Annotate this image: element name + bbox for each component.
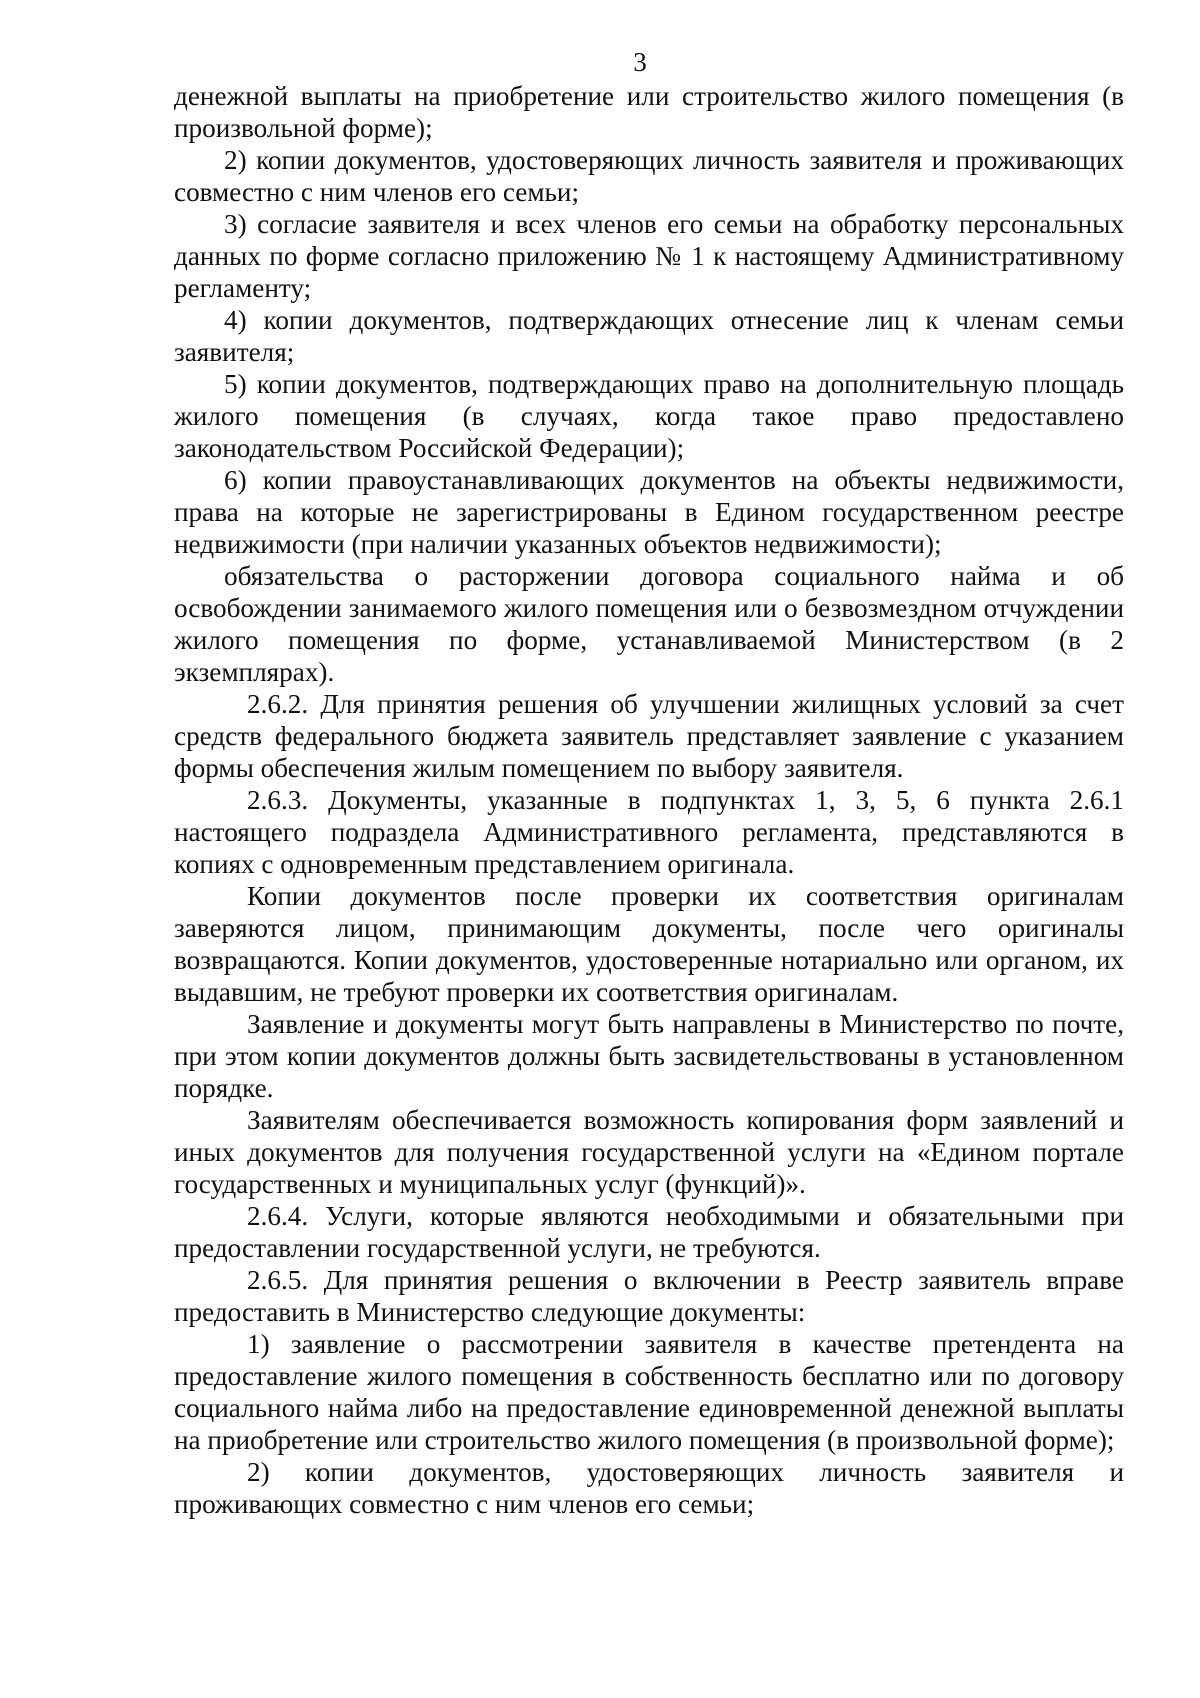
paragraph: 2.6.2. Для принятия решения об улучшении жилищных условий за счет средств федерального бюджета заявитель представляет заявление с указанием формы обеспечения жилым помещением по выбору заявителя. (174, 689, 1124, 783)
paragraph: обязательства о расторжении договора социального найма и об освобождении занимаемого жилого помещения или о безвозмездном отчуждении жилого помещения по форме, устанавливаемой Министерством (в 2 экземплярах). (174, 561, 1124, 687)
paragraph: денежной выплаты на приобретение или строительство жилого помещения (в произвольной форме); (174, 81, 1124, 143)
paragraph: 2.6.3. Документы, указанные в подпунктах 1, 3, 5, 6 пункта 2.6.1 настоящего подраздела Административного регламента, представляются в копиях с одновременным представлением оригинала. (174, 785, 1124, 879)
paragraph: 2) копии документов, удостоверяющих личность заявителя и проживающих совместно с ним членов его семьи; (174, 1457, 1124, 1519)
paragraph: 5) копии документов, подтверждающих право на дополнительную площадь жилого помещения (в случаях, когда такое право предоставлено законодательством Российской Федерации); (174, 369, 1124, 463)
page-number: 3 (633, 47, 647, 77)
paragraph: 1) заявление о рассмотрении заявителя в качестве претендента на предоставление жилого помещения в собственность бесплатно или по договору социального найма либо на предоставление единовременной денежной выплаты на приобретение или строительство жилого помещения (в произвольной форме); (174, 1329, 1124, 1455)
paragraph: Копии документов после проверки их соответствия оригиналам заверяются лицом, принимающим документы, после чего оригиналы возвращаются. Копии документов, удостоверенные нотариально или органом, их выдавшим, не требуют проверки их соответствия оригиналам. (174, 881, 1124, 1007)
paragraph: Заявление и документы могут быть направлены в Министерство по почте, при этом копии документов должны быть засвидетельствованы в установленном порядке. (174, 1009, 1124, 1103)
document-body (174, 80, 1124, 1520)
paragraph: Заявителям обеспечивается возможность копирования форм заявлений и иных документов для получения государственной услуги на «Едином портале государственных и муниципальных услуг (функций)». (174, 1105, 1124, 1199)
paragraph: 2) копии документов, удостоверяющих личность заявителя и проживающих совместно с ним членов его семьи; (174, 145, 1124, 207)
paragraph: 2.6.5. Для принятия решения о включении в Реестр заявитель вправе предоставить в Министерство следующие документы: (174, 1265, 1124, 1327)
paragraph: 4) копии документов, подтверждающих отнесение лиц к членам семьи заявителя; (174, 305, 1124, 367)
paragraph: 2.6.4. Услуги, которые являются необходимыми и обязательными при предоставлении государственной услуги, не требуются. (174, 1201, 1124, 1263)
paragraph: 3) согласие заявителя и всех членов его семьи на обработку персональных данных по форме согласно приложению № 1 к настоящему Административному регламенту; (174, 209, 1124, 303)
paragraph: 6) копии правоустанавливающих документов на объекты недвижимости, права на которые не зарегистрированы в Едином государственном реестре недвижимости (при наличии указанных объектов недвижимости); (174, 465, 1124, 559)
